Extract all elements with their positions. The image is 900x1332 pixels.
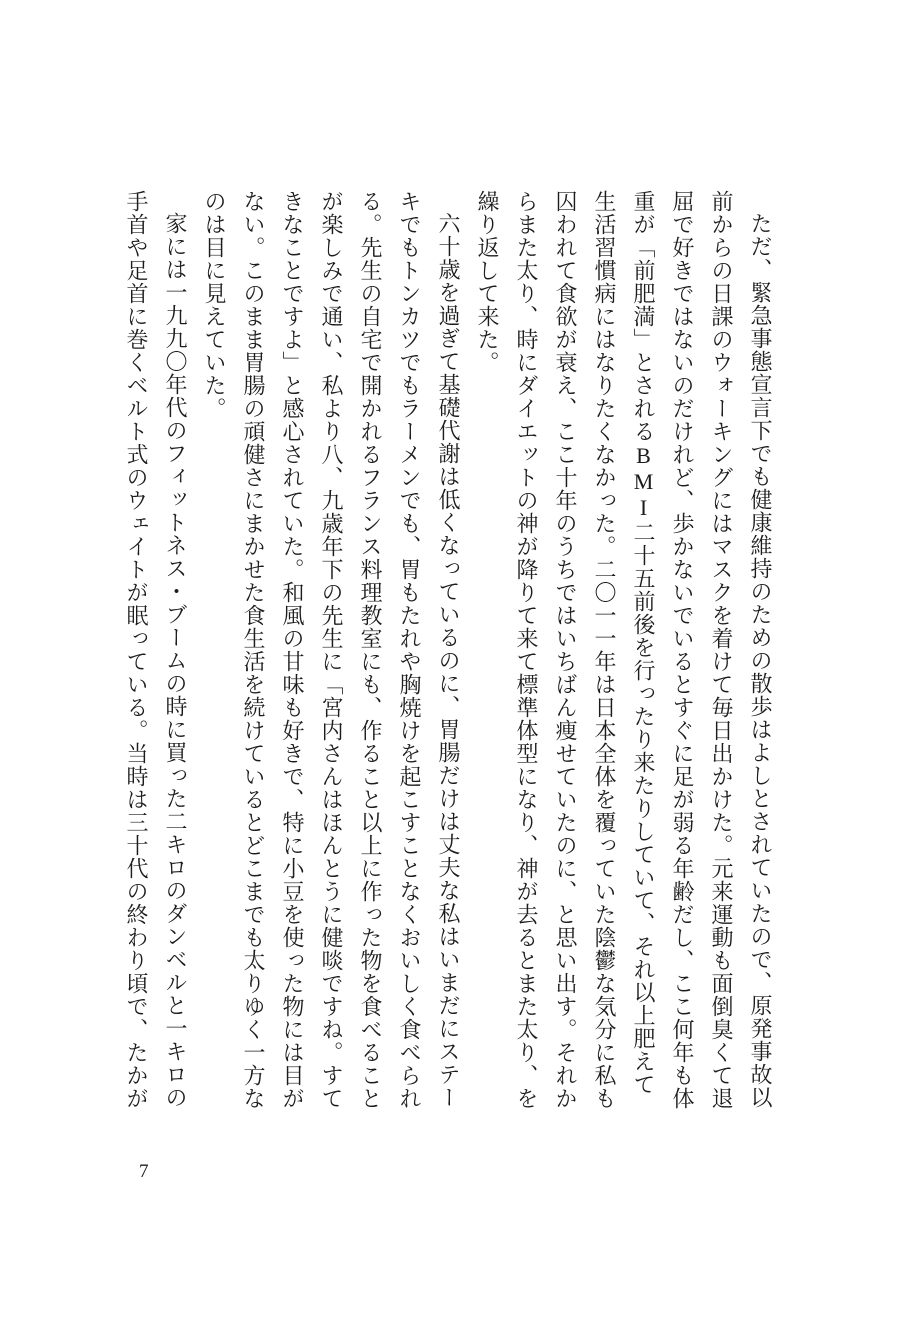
- paragraph-3: 家には一九九〇年代のフィットネス・ブームの時に買った二キロのダンベルと一キロの手首や足首に巻くベルト式のウェイトが眠っている。当時は三十代の終わり頃で、たかが: [124, 190, 188, 1110]
- paragraph-2: 六十歳を過ぎて基礎代謝は低くなっているのに、胃腸だけは丈夫な私はいまだにステーキでもトンカツでもラーメンでも、胃もたれや胸焼けを起こすことなくおいしく食べられる。先生の自宅で開かれるフランス料理教室にも、作ること以上に作った物を食べることが楽しみで通い、私より八、九歳年下の先生に「宮内さんはほんとうに健啖ですね。すてきなことですよ」と感心されていた。和風の甘味も好きで、特に小豆を使った物には目がない。このまま胃腸の頑健さにまかせた食生活を続けているとどこまでも太りゆく一方なのは目に見えていた。: [202, 190, 461, 1110]
- paragraph-1: ただ、緊急事態宣言下でも健康維持のための散歩はよしとされていたので、原発事故以前からの日課のウォーキングにはマスクを着けて毎日出かけた。元来運動も面倒臭くて退屈で好きではないのだけれど、歩かないでいるとすぐに足が弱る年齢だし、ここ何年も体重が「前肥満」とされるBMI二十五前後を行ったり来たりしていて、それ以上肥えて生活習慣病にはなりたくなかった。二〇一一年は日本全体を覆っていた陰鬱な気分に私も囚われて食欲が衰え、ここ十年のうちではいちばん痩せていたのに、と思い出す。それからまた太り、時にダイエットの神が降りて来て標準体型になり、神が去るとまた太り、を繰り返して来た。: [475, 190, 773, 1110]
- page-number: 7: [139, 1161, 149, 1182]
- vertical-text-block: [117, 190, 780, 1112]
- latin-upright-run: BMI: [631, 443, 656, 521]
